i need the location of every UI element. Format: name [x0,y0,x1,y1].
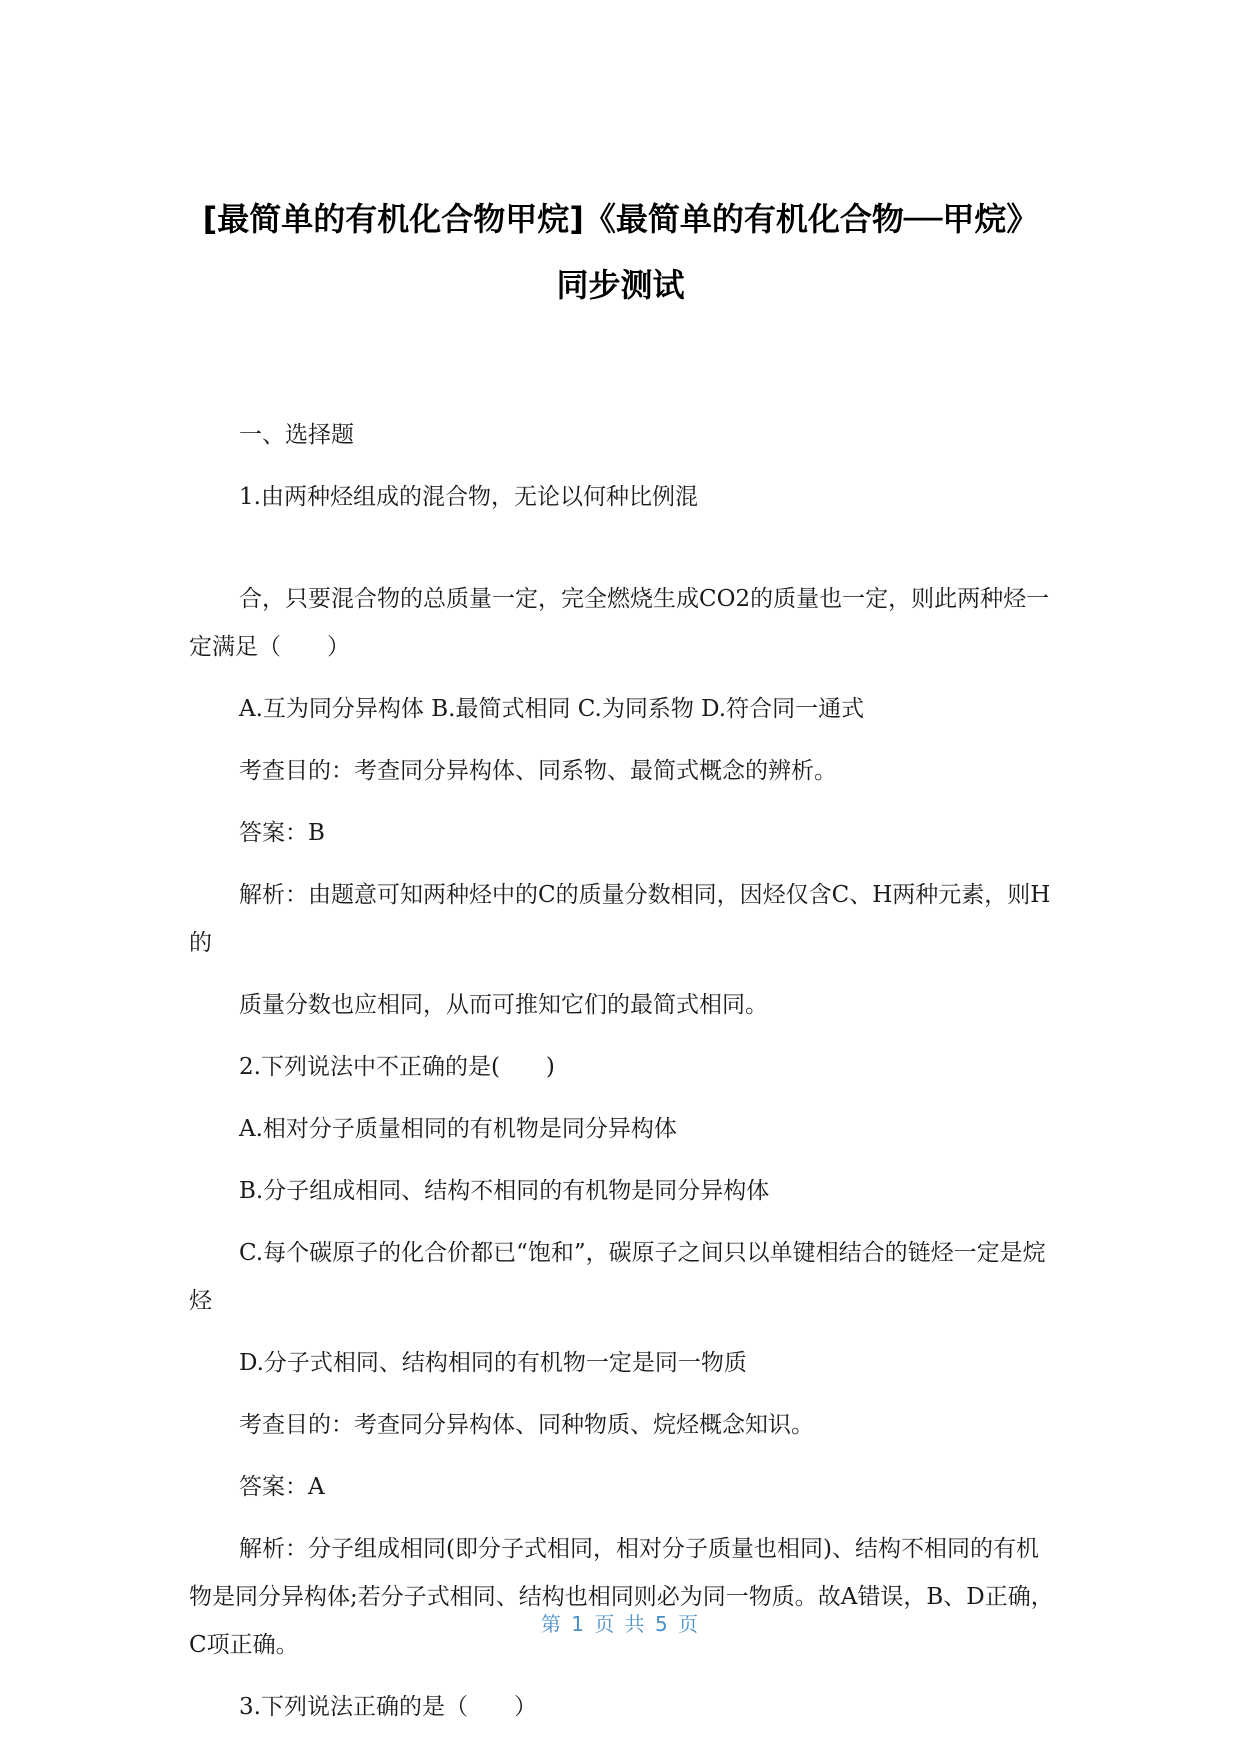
question-1-answer: 答案：B [239,820,325,846]
question-2-stem: 2.下列说法中不正确的是( ) [239,1054,555,1080]
question-1-explanation-continued: 质量分数也应相同，从而可推知它们的最简式相同。 [239,992,768,1018]
question-1-purpose: 考查目的：考查同分异构体、同系物、最简式概念的辨析。 [239,758,837,784]
page-footer: 第 1 页 共 5 页 [540,1612,701,1636]
question-2-explanation: 解析：分子组成相同(即分子式相同，相对分子质量也相同)、结构不相同的有机物是同分异构体;若分子式相同、结构也相同则必为同一物质。故A错误，B、D正确，C项正确。 [189,1536,1054,1658]
question-1-options: A.互为同分异构体 B.最简式相同 C.为同系物 D.符合同一通式 [239,696,865,722]
question-3-stem: 3.下列说法正确的是（ ） [239,1694,537,1720]
section-heading: 一、选择题 [239,422,354,448]
question-2-answer: 答案：A [239,1474,325,1500]
question-2-option-b: B.分子组成相同、结构不相同的有机物是同分异构体 [239,1178,770,1204]
question-1-stem: 1.由两种烃组成的混合物，无论以何种比例混 [239,484,698,510]
question-1-stem-continued: 合，只要混合物的总质量一定，完全燃烧生成CO2的质量也一定，则此两种烃一定满足（ ） [189,586,1050,660]
question-2-purpose: 考查目的：考查同分异构体、同种物质、烷烃概念知识。 [239,1412,814,1438]
document-body [189,411,1057,1745]
question-2-option-a: A.相对分子质量相同的有机物是同分异构体 [239,1116,677,1142]
question-2-option-c: C.每个碳原子的化合价都已“饱和”，碳原子之间只以单键相结合的链烃一定是烷烃 [189,1240,1046,1314]
question-2-option-d: D.分子式相同、结构相同的有机物一定是同一物质 [239,1350,747,1376]
question-1-explanation: 解析：由题意可知两种烃中的C的质量分数相同，因烃仅含C、H两种元素，则H的 [189,882,1051,956]
paragraph-gap [189,535,1057,575]
document-title: [最简单的有机化合物甲烷]《最简单的有机化合物──甲烷》同步测试 [202,200,1039,304]
